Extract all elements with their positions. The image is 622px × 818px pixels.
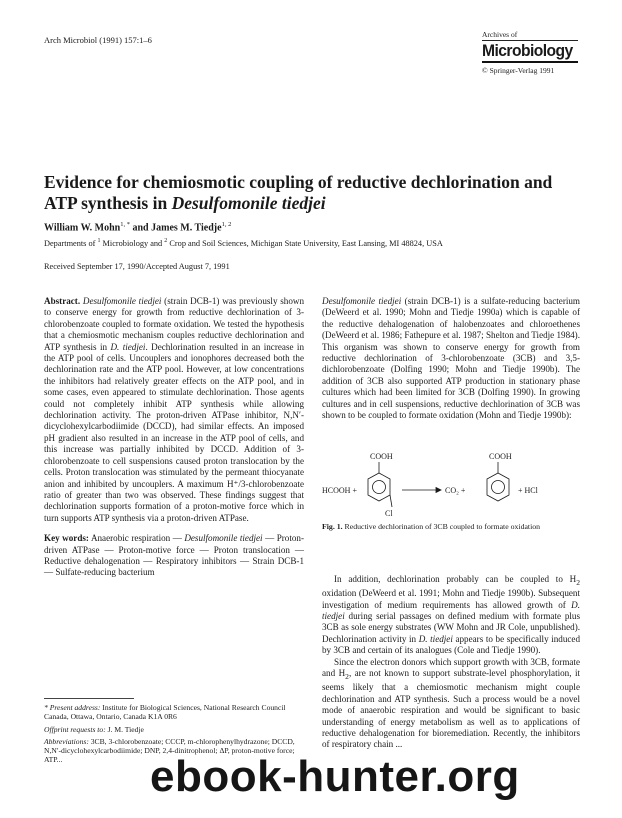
keywords-text-b: — Proton-driven ATPase — Proton-motive force — Proton translocation — Reductive dehalogenation — Respiratory inhibitors — Strain DCB-1 — Sulfate-reducing bacterium xyxy=(44,533,304,578)
intro-p2-c: during serial passages on defined medium with formate plus 3CB as sole energy substrates (WW Mohn and JR Cole, unpublished). Dechlorination activity in xyxy=(322,611,580,644)
abstract-text-1: (strain DCB-1) was previously shown to conserve energy for growth from reductive dechlorination of 3-chlorobenzoate coupled to formate oxidation. We tested the hypothesis that a chemiosmotic mechanism couples reductive dechlorination and ATP synthesis in xyxy=(44,296,305,352)
abstract-text-2: . Dechlorination resulted in an increase in the ATP pool of cells. Uncouplers and ionophores decreased both the dechlorination rate and the ATP pool. However, at low concentrations the inhibitors had relatively greater effects on the ATP pool, and in some cases, even appeared to stimulate dechlorination. Those agents could not completely inhibit ATP synthesis while allowing dechlorination activity. The proton-driven ATPase inhibitor, N,N′-dicyclohexylcarbodiimide (DCCD), had similar effects. An imposed pH gradient also resulted in an increase in the ATP pool of cells, and this increase was partially inhibited by DCCD. Addition of 3-chlorobenzoate to cell suspensions caused proton translocation by the cells. Proton translocation was stimulated by the permeant thiocyanate anion and inhibited by uncouplers. A maximum H⁺/3-chlorobenzoate ratio of greater than two was observed. These findings suggest that dechlorination supports formation of a proton-motive force which in turn supports ATP synthesis via a proton-driven ATPase. xyxy=(44,341,305,523)
masthead-microbiology-logo: Microbiology xyxy=(482,41,573,60)
author-2: James M. Tiedje xyxy=(151,222,222,234)
abstract-species: Desulfomonile tiedjei xyxy=(82,296,162,306)
scheme-cooh-1: COOH xyxy=(370,452,393,461)
abstract-label: Abstract. xyxy=(44,296,81,306)
offprint-label: Offprint requests to: xyxy=(44,724,106,734)
intro-p3-sub: 2 xyxy=(345,671,349,681)
reaction-arrowhead xyxy=(436,488,441,493)
watermark: ebook-hunter.org xyxy=(150,752,520,801)
keywords-text-a: Anaerobic respiration — xyxy=(88,533,185,544)
figure-caption xyxy=(322,522,580,532)
intro-paragraph-1 xyxy=(322,296,580,421)
intro-p2-a: In addition, dechlorination probably can be coupled to H xyxy=(334,574,577,584)
chlorobenzoate-ring xyxy=(368,473,390,501)
scheme-cooh-2: COOH xyxy=(489,452,512,461)
affiliation xyxy=(44,238,443,248)
cl-bond xyxy=(390,495,392,507)
title-species: Desulfomonile tiedjei xyxy=(171,193,326,213)
reaction-scheme xyxy=(322,450,580,528)
intro-text-1: (strain DCB-1) is a sulfate-reducing bacterium (DeWeerd et al. 1990; Mohn and Tiedje 1990a) which is capable of the reductive dehalogenation of halobenzoates and chloroethenes (DeWeerd et al. 1986; Fathepure et al. 1987; Shelton and Tiedje 1984). This organism was shown to conserve energy for growth from reductive dechlorination of 3-chlorobenzoate (3CB) and 3,5-dichlorobenzoate (Dolfing 1990; Mohn and Tiedje 1990b). The addition of 3CB also supported ATP production in stationary phase cultures which had been limited for 3CB (Dolfing 1990). In growing cultures and in cell suspensions, reductive dechlorination of 3CB was shown to be coupled to formate oxidation (Mohn and Tiedje 1990b): xyxy=(322,296,580,421)
affil-sup-2: 2 xyxy=(164,238,168,244)
masthead-archives-of: Archives of xyxy=(482,30,518,39)
article-title xyxy=(44,172,584,214)
keywords-label: Key words: xyxy=(44,533,89,544)
author-1-affil: 1, * xyxy=(120,221,130,228)
author-line xyxy=(44,221,231,233)
right-column-top xyxy=(322,296,580,421)
intro-p2-species: D. tiedjei xyxy=(322,599,580,622)
masthead-publisher: © Springer-Verlag 1991 xyxy=(482,66,555,75)
author-conjunction: and xyxy=(129,222,152,234)
keywords xyxy=(44,533,304,579)
title-text: Evidence for chemiosmotic coupling of reductive dechlorination and ATP synthesis in xyxy=(44,172,553,213)
intro-p2-d: appears to be specifically induced by 3CB and certain of its analogues (Cole and Tiedje 1990). xyxy=(322,633,580,656)
affil-pre: Departments of xyxy=(44,238,98,248)
abstract xyxy=(44,296,304,524)
scheme-co2: CO₂ + xyxy=(445,486,466,495)
intro-p2-sub: 2 xyxy=(576,577,580,587)
keywords-species: Desulfomonile tiedjei xyxy=(184,533,263,544)
intro-p2-species-2: D. tiedjei xyxy=(418,633,453,644)
abstract-species-2: D. tiedjei xyxy=(110,341,146,352)
abbreviations-label: Abbreviations: xyxy=(44,736,89,746)
received-dates: Received September 17, 1990/Accepted August 7, 1991 xyxy=(44,262,230,271)
journal-reference: Arch Microbiol (1991) 157:1–6 xyxy=(44,35,152,45)
footnote-present-address xyxy=(44,703,304,722)
figure-label: Fig. 1. xyxy=(322,522,343,531)
scheme-hcl: + HCl xyxy=(518,486,538,495)
intro-p3-b: , are not known to support substrate-level phosphorylation, it seems likely that a chemiosmotic mechanism might couple dechlorination and ATP synthesis. Such a process would be a novel mode of anaerobic respiration and would be significant to basic understanding of energy metabolism as well as to applications of reductive dehalogenation for bioremediation. Recently, the inhibitors of respiratory chain ... xyxy=(322,668,580,750)
intro-species: Desulfomonile tiedjei xyxy=(322,296,402,306)
journal-masthead xyxy=(482,30,578,75)
offprint-text: J. M. Tiedje xyxy=(105,724,144,734)
scheme-formate: HCOOH + xyxy=(322,486,357,495)
affil-rest: Crop and Soil Sciences, Michigan State University, East Lansing, MI 48824, USA xyxy=(167,238,443,248)
benzoate-aromatic-circle xyxy=(492,481,505,494)
footnote-rule xyxy=(44,698,134,699)
author-1: William W. Mohn xyxy=(44,222,121,234)
chlorobenzoate-aromatic-circle xyxy=(373,481,386,494)
present-address-text: Institute for Biological Sciences, National Research Council Canada, Ottawa, Ontario, Canada K1A 0R6 xyxy=(44,703,286,722)
benzoate-ring xyxy=(487,473,509,501)
left-column xyxy=(44,296,304,579)
right-column-bottom xyxy=(322,574,580,751)
intro-paragraph-3 xyxy=(322,657,580,751)
footnote-offprint xyxy=(44,725,304,734)
intro-p3-a: Since the electron donors which support growth with 3CB, formate and H xyxy=(322,656,580,679)
masthead-rule-thick xyxy=(482,61,578,63)
affil-mid: Microbiology and xyxy=(100,238,165,248)
scheme-cl: Cl xyxy=(385,509,393,518)
abbreviations-text: 3CB, 3-chlorobenzoate; CCCP, m-chlorophenylhydrazone; DCCD, N,N′-dicyclohexylcarbodiimide; DNP, 2,4-dinitrophenol; ΔP, proton-motive force; ATP... xyxy=(44,736,295,765)
figure-caption-text: Reductive dechlorination of 3CB coupled to formate oxidation xyxy=(342,522,541,531)
intro-paragraph-2 xyxy=(322,574,580,657)
intro-p2-b: oxidation (DeWeerd et al. 1991; Mohn and Tiedje 1990b). Subsequent investigation of medium requirements has allowed growth of xyxy=(322,588,580,610)
author-2-affil: 1, 2 xyxy=(221,221,232,228)
affil-sup-1: 1 xyxy=(97,238,101,244)
present-address-label: * Present address: xyxy=(44,703,101,712)
